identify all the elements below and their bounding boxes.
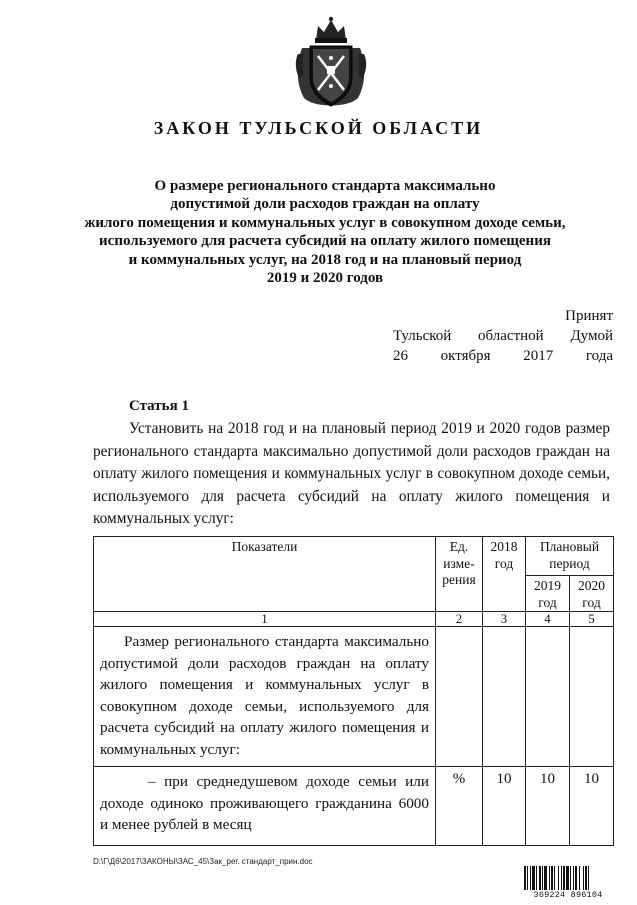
header-2019-line: 2019	[534, 578, 561, 593]
date-word: 2017	[523, 348, 554, 364]
adopted-word: Тульской	[393, 328, 452, 344]
header-2019	[526, 576, 570, 612]
barcode-number: 369224 896104	[533, 890, 603, 900]
date-word: года	[585, 348, 613, 364]
subject-line: О размере регионального стандарта максимально	[154, 178, 496, 194]
column-number: 3	[483, 612, 526, 627]
adopted-by-row	[393, 326, 613, 346]
tula-coat-of-arms-icon	[292, 14, 370, 112]
value-2019-cell	[526, 627, 570, 767]
value-2019-cell: 10	[526, 767, 570, 846]
subject-line: 2019 и 2020 годов	[266, 270, 384, 287]
unit-cell: %	[436, 767, 483, 846]
column-number: 5	[570, 612, 614, 627]
adoption-block	[393, 306, 613, 366]
header-planned	[526, 537, 614, 576]
table-header-row	[94, 537, 614, 576]
article-text: Установить на 2018 год и на плановый период 2019 и 2020 годов размер регионального стандарта максимально допустимой доли расходов граждан на оплату жилого помещения и коммунальных услуг в совокупном доходе семьи, используемого для расчета субсидий на оплату жилого помещения и коммунальных услуг:	[93, 420, 610, 528]
header-2018-line: год	[494, 555, 514, 571]
table-row	[94, 627, 614, 767]
header-unit-line: изме-	[443, 555, 475, 571]
header-2020	[570, 576, 614, 612]
article-title: Статья 1	[129, 398, 189, 414]
law-subject	[80, 177, 570, 287]
value-2020-cell	[570, 627, 614, 767]
table-row	[94, 767, 614, 846]
header-unit-line: рения	[442, 572, 476, 587]
header-2020-line: год	[582, 594, 601, 610]
column-number: 4	[526, 612, 570, 627]
subject-line: жилого помещения и коммунальных услуг в совокупном доходе семьи,	[84, 214, 566, 231]
column-number: 2	[436, 612, 483, 627]
header-planned-line: Плановый	[539, 539, 600, 554]
header-unit	[436, 537, 483, 612]
column-numbers-row	[94, 612, 614, 627]
unit-cell	[436, 627, 483, 767]
subject-line: используемого для расчета субсидий на оплату жилого помещения	[99, 233, 551, 250]
header-unit-line: Ед.	[449, 539, 469, 554]
header-2020-line: 2020	[578, 578, 605, 593]
subject-line: допустимой доли расходов граждан на оплату	[170, 196, 480, 213]
date-word: 26	[393, 348, 408, 364]
adopted-word: Думой	[570, 328, 613, 344]
header-planned-line: период	[549, 555, 590, 571]
header-2018	[483, 537, 526, 612]
barcode	[524, 866, 612, 900]
adopted-label: Принят	[565, 308, 613, 324]
indicator-cell: Размер регионального стандарта максимально допустимой доли расходов граждан на оплату жилого помещения и коммунальных услуг в совокупном доходе семьи, используемого для расчета субсидий на оплату жилого помещения и коммунальных услуг:	[94, 627, 436, 767]
value-2018-cell: 10	[483, 767, 526, 846]
law-title: ЗАКОН ТУЛЬСКОЙ ОБЛАСТИ	[153, 118, 484, 138]
subject-line: и коммунальных услуг, на 2018 год и на плановый период	[128, 251, 522, 268]
value-2020-cell: 10	[570, 767, 614, 846]
value-2018-cell	[483, 627, 526, 767]
header-2018-line: 2018	[490, 539, 518, 554]
indicators-table	[93, 536, 614, 846]
indicator-cell: – при среднедушевом доходе семьи или доходе одиноко проживающего гражданина 6000 и менее рублей в месяц	[94, 767, 436, 846]
adopted-word: областной	[478, 328, 544, 344]
file-path: D:\Г\Д6\2017\ЗАКОНЫ\ЗАС_45\Зак_рег. стандарт_прин.doc	[93, 857, 313, 866]
header-indicators: Показатели	[94, 537, 436, 612]
date-word: октября	[440, 348, 491, 364]
column-number: 1	[94, 612, 436, 627]
header-2019-line: год	[538, 594, 557, 610]
adopted-date-row	[393, 346, 613, 366]
barcode-icon	[524, 866, 612, 890]
